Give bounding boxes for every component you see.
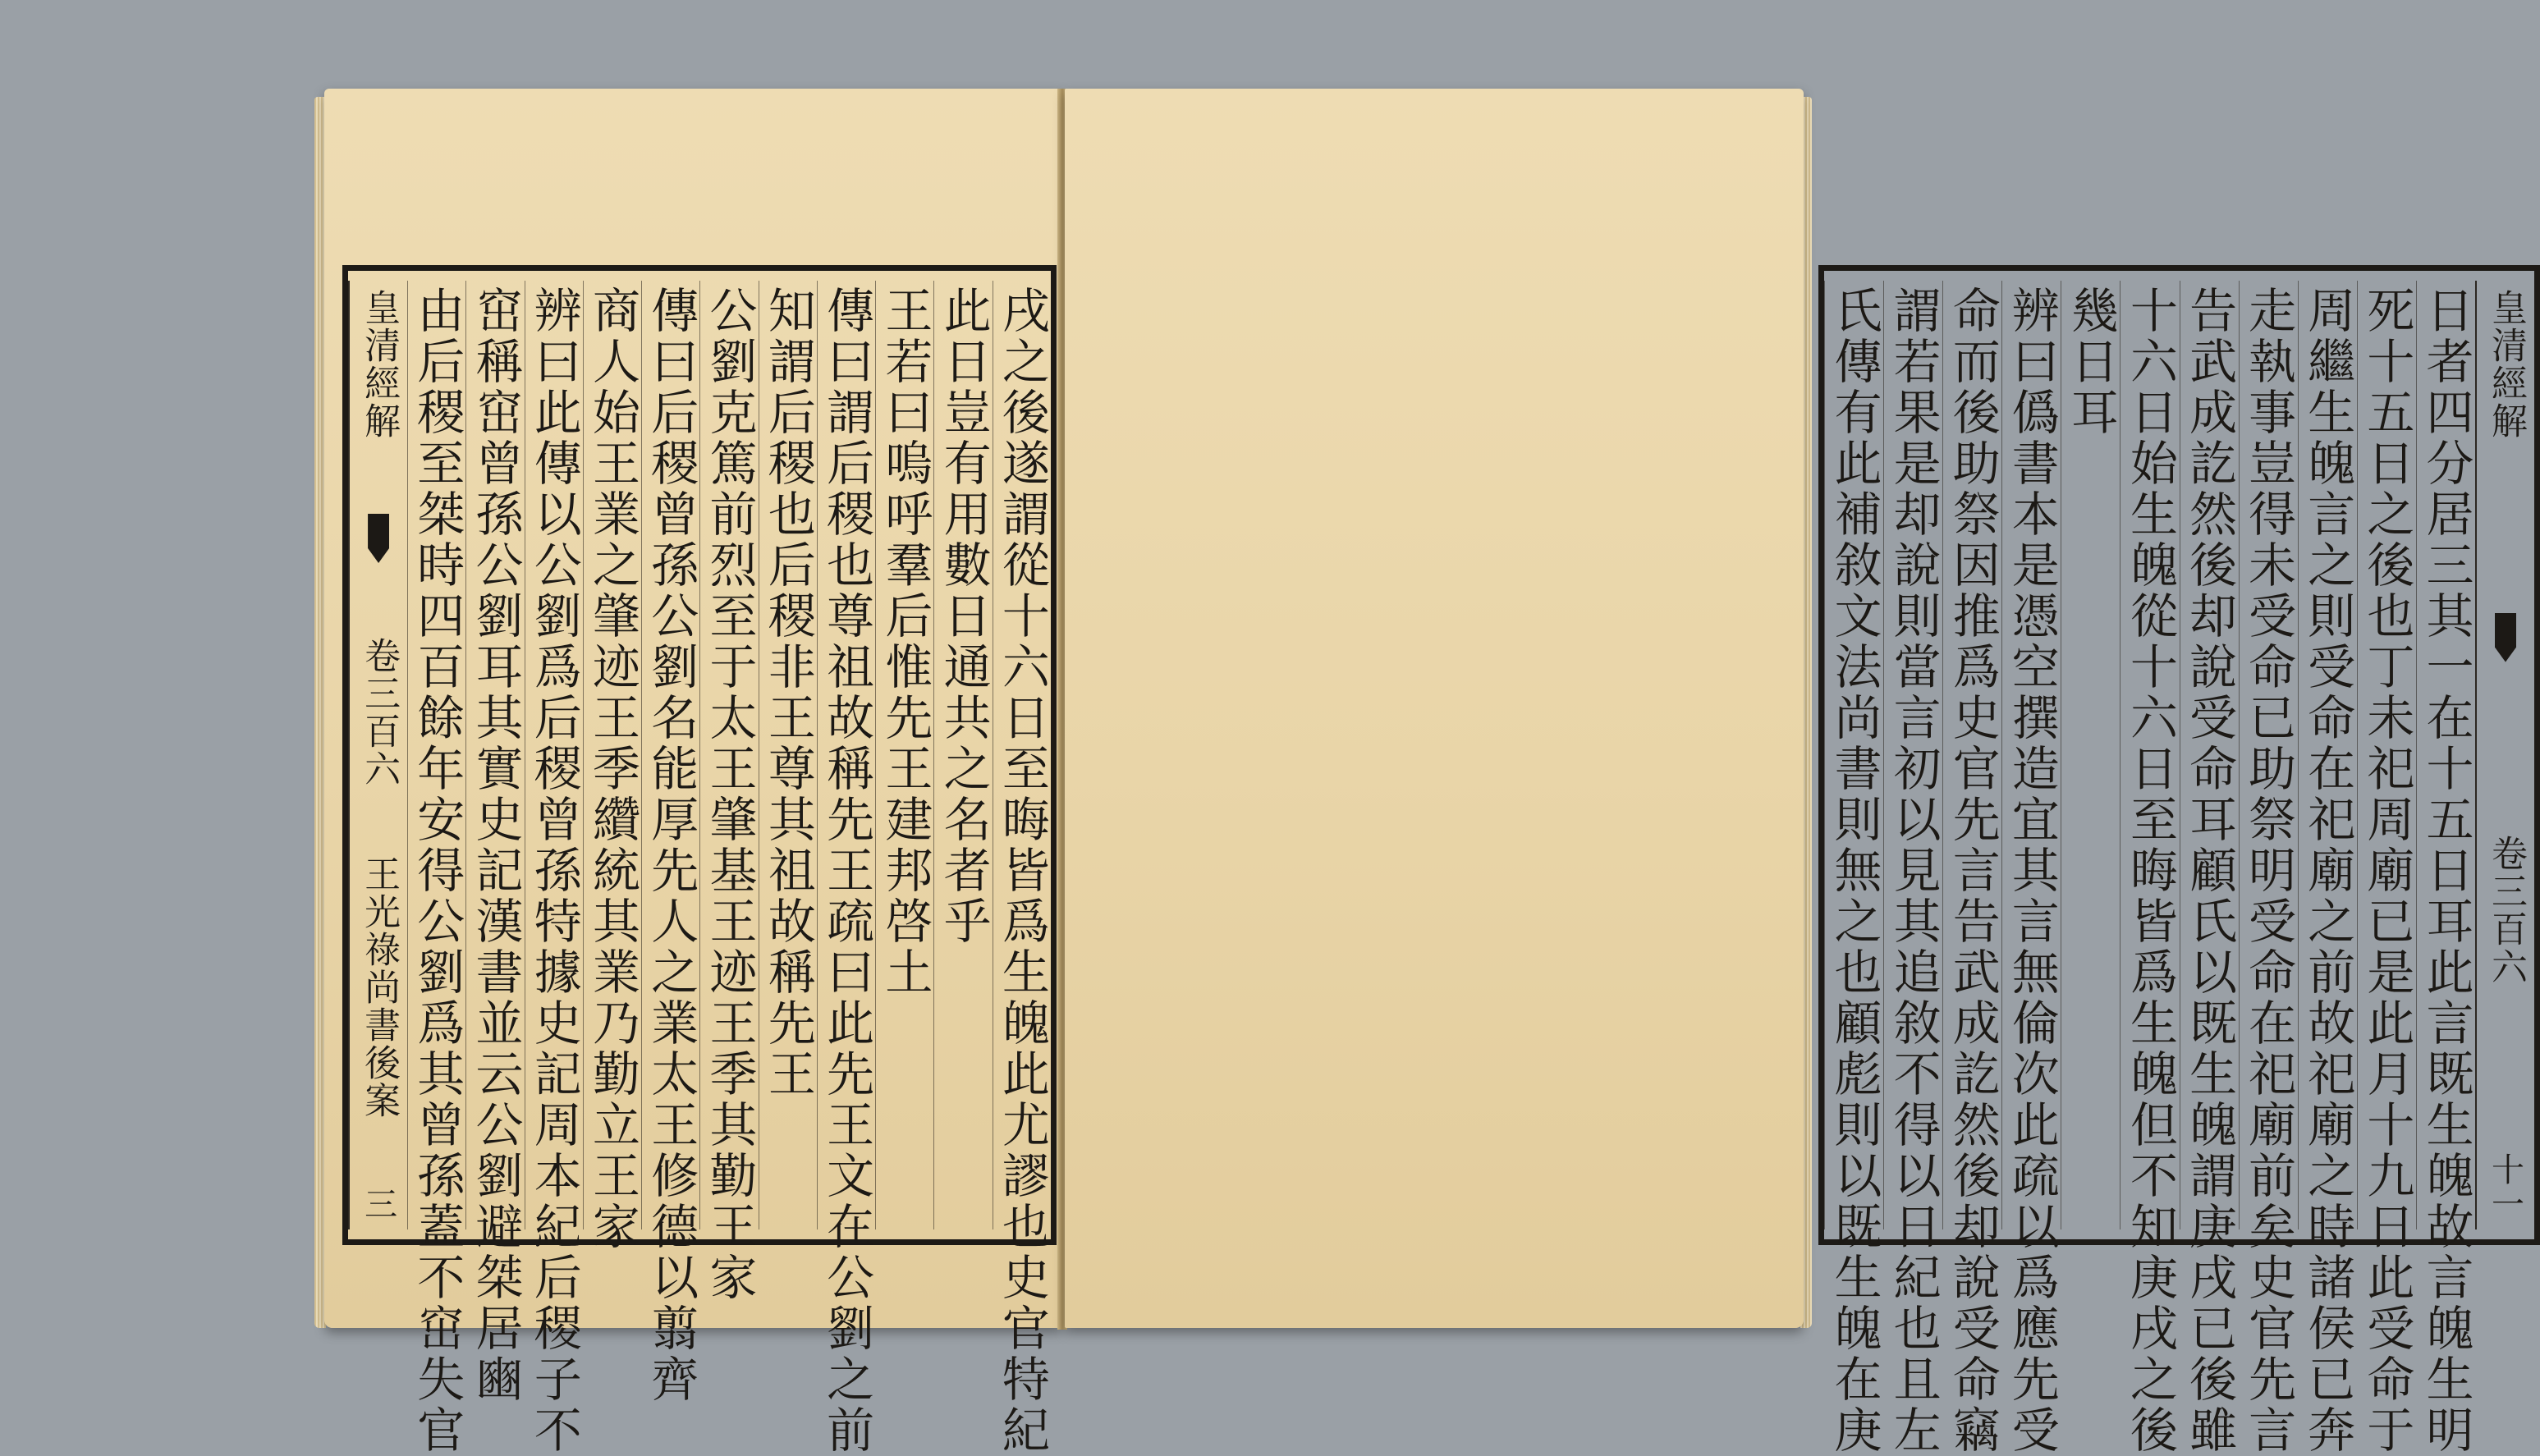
text-column: 辨曰僞書本是憑空撰造宜其言無倫次此疏以爲應先受 [2001,281,2061,1229]
text-column: 公劉克篤前烈至于太王肇基王迹王季其勤王家 [699,281,758,1229]
left-page [324,89,1061,1456]
text-column: 知謂后稷也后稷非王尊其祖故稱先王 [759,281,817,1229]
text-column: 十六日始生魄從十六日至晦皆爲生魄但不知庚戌之後 [2120,281,2179,1229]
margin-page-number: 三 [359,1187,397,1221]
text-column: 此日豈有用數日通共之名者乎 [933,281,992,1229]
right-page [1065,89,2527,1456]
text-column: 商人始王業之肇迹王季纘統其業乃勤立王家 [583,281,641,1229]
text-column: 幾日耳 [2061,281,2120,1229]
margin-title: 皇清經解 [2485,289,2527,440]
right-page-margin-column [2475,281,2534,1229]
left-page-margin-column [348,281,407,1229]
text-column: 死十五日之後也丁未祀周廟已是此月十九日此受命于 [2357,281,2416,1229]
text-column: 氏傳有此補敘文法尚書則無之也顧彪則以既生魄在庚 [1824,281,1883,1229]
text-column: 辨曰此傳以公劉爲后稷曾孫特據史記周本紀后稷子不 [525,281,583,1229]
margin-page-number: 十一 [2486,1152,2524,1221]
text-column: 王若曰嗚呼羣后惟先王建邦啓土 [875,281,933,1229]
text-column: 告武成訖然後却說受命耳顧氏以既生魄謂庚戌已後雖 [2180,281,2239,1229]
text-column: 傳曰謂后稷也尊祖故稱先王疏曰此先王文在公劉之前 [817,281,875,1229]
margin-volume: 卷三百六 [2485,835,2527,987]
fish-tail-marker [368,514,389,563]
text-column: 謂若果是却說則當言初以見其追敘不得以日紀也且左 [1883,281,1942,1229]
text-column: 命而後助祭因推爲史官先言告武成訖然後却說受命竊 [1942,281,2001,1229]
text-column: 由后稷至桀時四百餘年安得公劉爲其曾孫蓋不窋失官 [407,281,465,1229]
left-text-frame [342,265,1057,1456]
margin-volume: 卷三百六 [358,637,401,788]
text-column: 傳曰后稷曾孫公劉名能厚先人之業太王修德以翦齊 [641,281,699,1229]
right-text-frame [1818,265,2540,1456]
text-column: 窋稱窋曾孫公劉耳其實史記漢書並云公劉避桀居豳 [465,281,524,1229]
text-column: 戌之後遂謂從十六日至晦皆爲生魄此尤謬也史官特紀 [993,281,1051,1229]
right-columns [1824,281,2534,1456]
margin-author: 王光祿尚書後案 [358,855,401,1119]
text-column: 走執事豈得未受命已助祭明受命在祀廟前矣史官先言 [2239,281,2298,1229]
fish-tail-marker [2495,613,2516,662]
margin-title: 皇清經解 [358,289,401,440]
text-column: 周繼生魄言之則受命在祀廟之前故祀廟之時諸侯已奔 [2298,281,2357,1229]
open-book [324,89,2527,1456]
text-column: 日者四分居三其一在十五日耳此言既生魄故言魄生明 [2416,281,2475,1229]
left-columns [348,281,1051,1456]
